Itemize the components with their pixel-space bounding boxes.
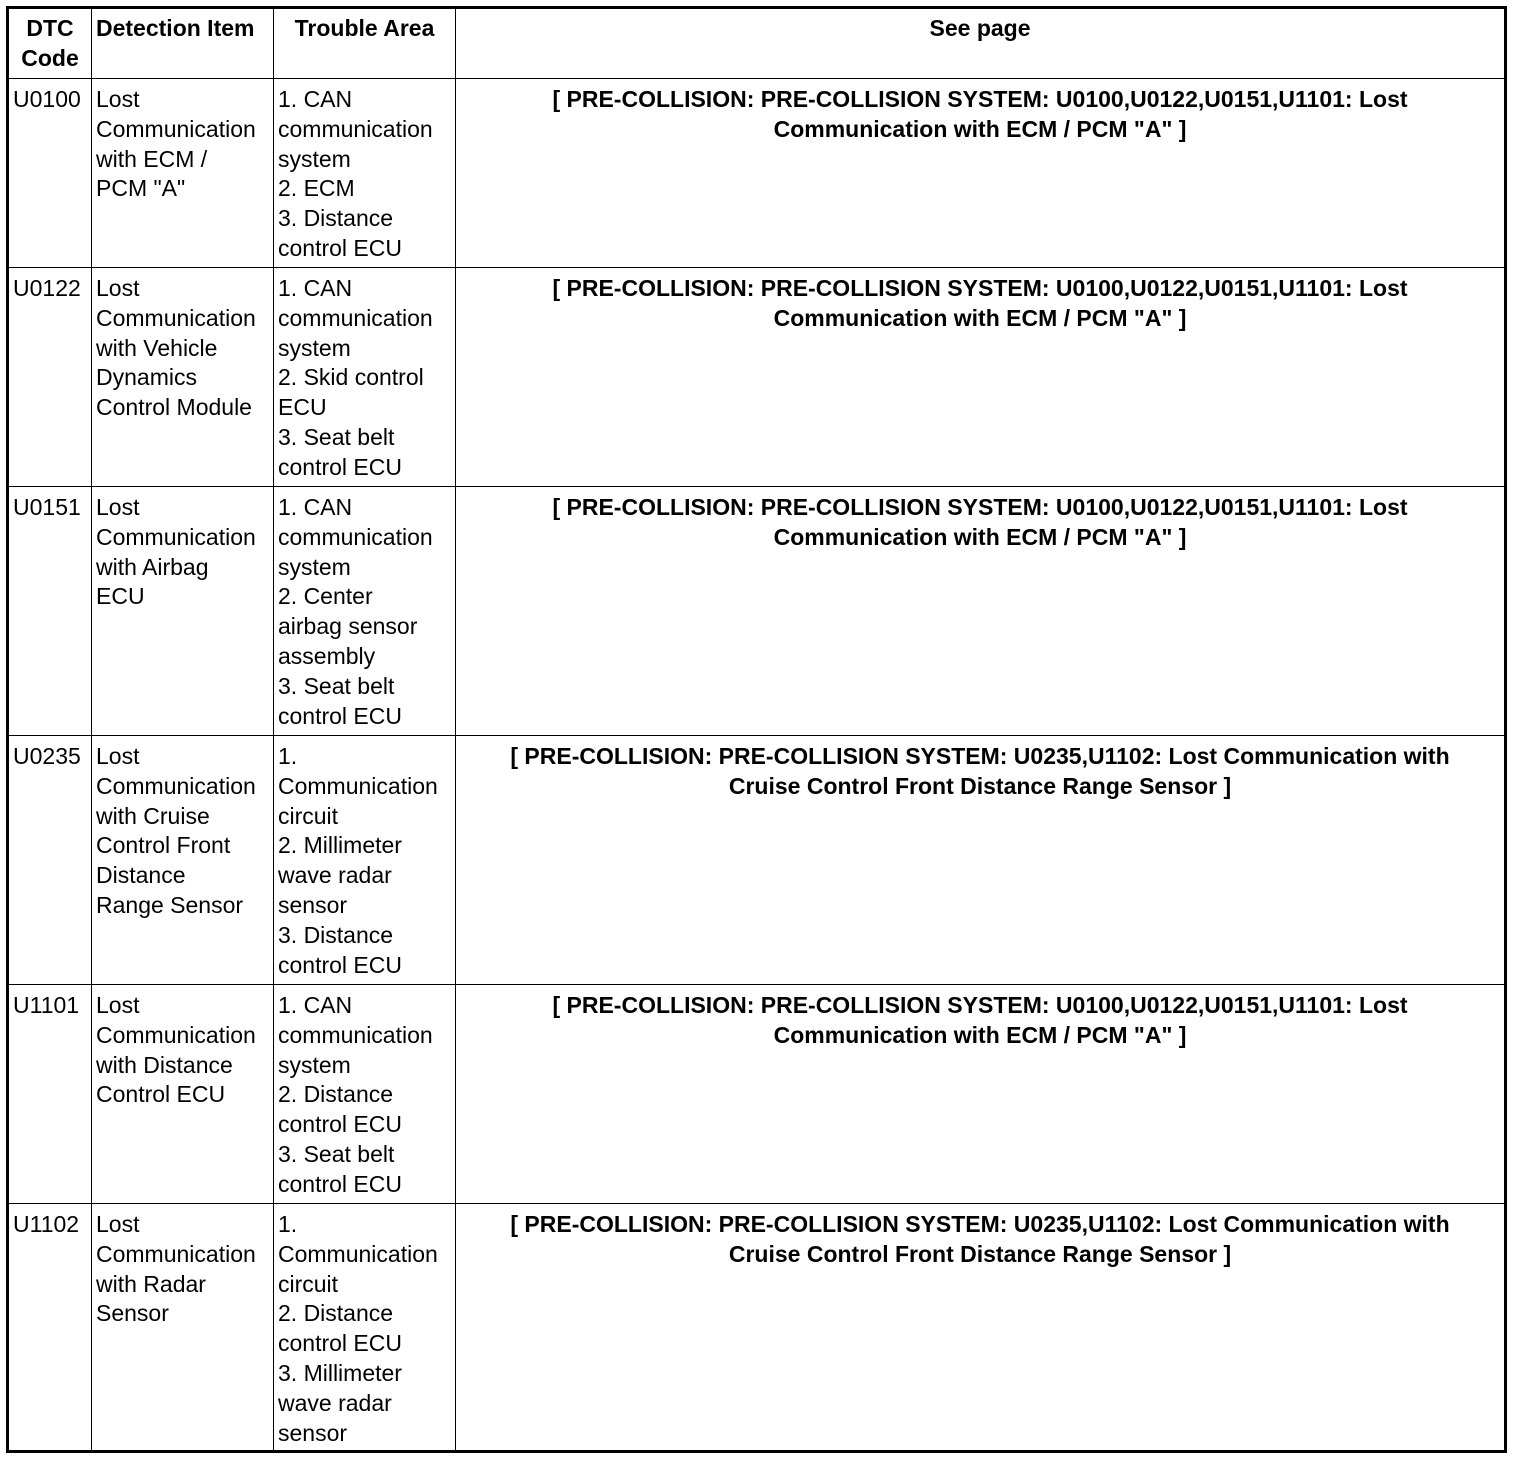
trouble-area-cell [274,1204,456,1452]
trouble-area-cell-line: communication [278,1021,433,1048]
trouble-area-cell-line: 3. Seat belt [278,1140,395,1167]
see-page-link[interactable] [456,268,1506,487]
detection-item-cell-line: Communication [96,304,256,331]
see-page-link[interactable] [456,79,1506,268]
detection-item-cell-line: Lost [96,494,140,520]
dtc-code-cell: U0100 [8,79,92,268]
trouble-area-cell-line: 1. CAN [278,494,353,520]
header-dtc-code [8,8,92,79]
detection-item-cell-line: with Vehicle [96,334,218,361]
dtc-code-cell: U1102 [8,1204,92,1452]
dtc-code-cell: U0122 [8,268,92,487]
see-page-link-line: [ PRE-COLLISION: PRE-COLLISION SYSTEM: U0235,U1102: Lost Communication with [510,743,1450,769]
trouble-area-cell-line: sensor [278,891,348,918]
trouble-area-cell-line: 2. Distance [278,1081,394,1108]
see-page-link-line: Communication with ECM / PCM "A" ] [773,115,1187,142]
dtc-code-cell: U0151 [8,487,92,736]
detection-item-cell-line: Communication [96,1240,256,1267]
table-row [8,1204,1506,1452]
see-page-link-line: Communication with ECM / PCM "A" ] [773,1021,1187,1048]
detection-item-cell-line: ECU [96,583,145,610]
detection-item-cell-line: Lost [96,275,140,301]
trouble-area-cell-line: system [278,553,351,580]
trouble-area-cell-line: 1. [278,743,298,769]
trouble-area-cell-line: communication [278,115,433,142]
detection-item-cell-line: with Distance [96,1051,233,1078]
trouble-area-cell-line: ECU [278,394,327,421]
detection-item-cell-line: Control ECU [96,1081,226,1108]
see-page-link[interactable] [456,487,1506,736]
trouble-area-cell-line: wave radar [278,862,392,889]
detection-item-cell-line: Lost [96,1211,140,1237]
detection-item-cell [92,1204,274,1452]
trouble-area-cell-line: 2. Millimeter [278,832,402,859]
trouble-area-cell [274,268,456,487]
trouble-area-cell-line: sensor [278,1419,348,1446]
see-page-link[interactable] [456,736,1506,985]
trouble-area-cell-line: 2. Distance [278,1300,394,1327]
detection-item-cell-line: Lost [96,743,140,769]
dtc-code-cell: U0235 [8,736,92,985]
header-dtc-code-line: DTC [26,15,74,41]
header-detection-item: Detection Item [92,8,274,79]
trouble-area-cell-line: system [278,1051,351,1078]
trouble-area-cell-line: control ECU [278,234,402,261]
trouble-area-cell-line: 2. Center [278,583,373,610]
trouble-area-cell-line: Communication [278,772,438,799]
detection-item-cell-line: Dynamics [96,364,197,391]
trouble-area-cell [274,985,456,1204]
detection-item-cell-line: Sensor [96,1300,169,1327]
detection-item-cell-line: Communication [96,115,256,142]
trouble-area-cell-line: control ECU [278,951,402,978]
trouble-area-cell-line: 3. Distance [278,205,394,232]
trouble-area-cell-line: airbag sensor [278,613,418,640]
see-page-link-line: Communication with ECM / PCM "A" ] [773,523,1187,550]
detection-item-cell-line: with Airbag [96,553,209,580]
detection-item-cell-line: Lost [96,86,140,112]
trouble-area-cell-line: 2. ECM [278,175,355,202]
trouble-area-cell-line: wave radar [278,1389,392,1416]
detection-item-cell-line: with Radar [96,1270,206,1297]
trouble-area-cell-line: control ECU [278,1111,402,1138]
see-page-link-line: Cruise Control Front Distance Range Sensor ] [728,1240,1232,1267]
detection-item-cell-line: Communication [96,772,256,799]
trouble-area-cell-line: 1. CAN [278,86,353,112]
see-page-link-line: [ PRE-COLLISION: PRE-COLLISION SYSTEM: U0100,U0122,U0151,U1101: Lost [552,275,1408,301]
trouble-area-cell-line: communication [278,304,433,331]
trouble-area-cell-line: 3. Seat belt [278,672,395,699]
header-see-page: See page [456,8,1506,79]
trouble-area-cell-line: 3. Distance [278,921,394,948]
trouble-area-cell-line: control ECU [278,1170,402,1197]
trouble-area-cell-line: control ECU [278,702,402,729]
see-page-link[interactable] [456,1204,1506,1452]
trouble-area-cell-line: 2. Skid control [278,364,424,391]
table-row [8,268,1506,487]
trouble-area-cell-line: assembly [278,642,376,669]
detection-item-cell-line: PCM "A" [96,175,186,202]
header-trouble-area: Trouble Area [274,8,456,79]
detection-item-cell-line: Communication [96,1021,256,1048]
see-page-link-line: [ PRE-COLLISION: PRE-COLLISION SYSTEM: U0235,U1102: Lost Communication with [510,1211,1450,1237]
trouble-area-cell-line: 1. CAN [278,275,353,301]
detection-item-cell-line: Communication [96,523,256,550]
detection-item-cell [92,985,274,1204]
detection-item-cell [92,268,274,487]
table-row [8,736,1506,985]
see-page-link[interactable] [456,985,1506,1204]
trouble-area-cell-line: circuit [278,802,339,829]
trouble-area-cell-line: control ECU [278,1330,402,1357]
detection-item-cell [92,79,274,268]
trouble-area-cell-line: 3. Seat belt [278,423,395,450]
dtc-code-cell: U1101 [8,985,92,1204]
trouble-area-cell-line: control ECU [278,453,402,480]
detection-item-cell-line: Control Module [96,394,252,421]
detection-item-cell-line: Control Front [96,832,231,859]
trouble-area-cell-line: Communication [278,1240,438,1267]
detection-item-cell [92,487,274,736]
table-row [8,985,1506,1204]
table-row [8,487,1506,736]
detection-item-cell-line: with ECM / [96,145,208,172]
see-page-link-line: Communication with ECM / PCM "A" ] [773,304,1187,331]
trouble-area-cell-line: communication [278,523,433,550]
trouble-area-cell-line: system [278,145,351,172]
trouble-area-cell-line: 3. Millimeter [278,1359,402,1386]
header-dtc-code-line: Code [21,44,79,71]
detection-item-cell-line: Lost [96,992,140,1018]
detection-item-cell [92,736,274,985]
detection-item-cell-line: Range Sensor [96,891,244,918]
dtc-table [6,6,1507,1453]
table-row [8,79,1506,268]
trouble-area-cell [274,736,456,985]
trouble-area-cell-line: 1. [278,1211,298,1237]
see-page-link-line: Cruise Control Front Distance Range Sensor ] [728,772,1232,799]
trouble-area-cell [274,79,456,268]
detection-item-cell-line: with Cruise [96,802,210,829]
detection-item-cell-line: Distance [96,862,186,889]
trouble-area-cell [274,487,456,736]
see-page-link-line: [ PRE-COLLISION: PRE-COLLISION SYSTEM: U0100,U0122,U0151,U1101: Lost [552,494,1408,520]
header-row [8,8,1506,79]
see-page-link-line: [ PRE-COLLISION: PRE-COLLISION SYSTEM: U0100,U0122,U0151,U1101: Lost [552,86,1408,112]
trouble-area-cell-line: 1. CAN [278,992,353,1018]
trouble-area-cell-line: system [278,334,351,361]
see-page-link-line: [ PRE-COLLISION: PRE-COLLISION SYSTEM: U0100,U0122,U0151,U1101: Lost [552,992,1408,1018]
trouble-area-cell-line: circuit [278,1270,339,1297]
